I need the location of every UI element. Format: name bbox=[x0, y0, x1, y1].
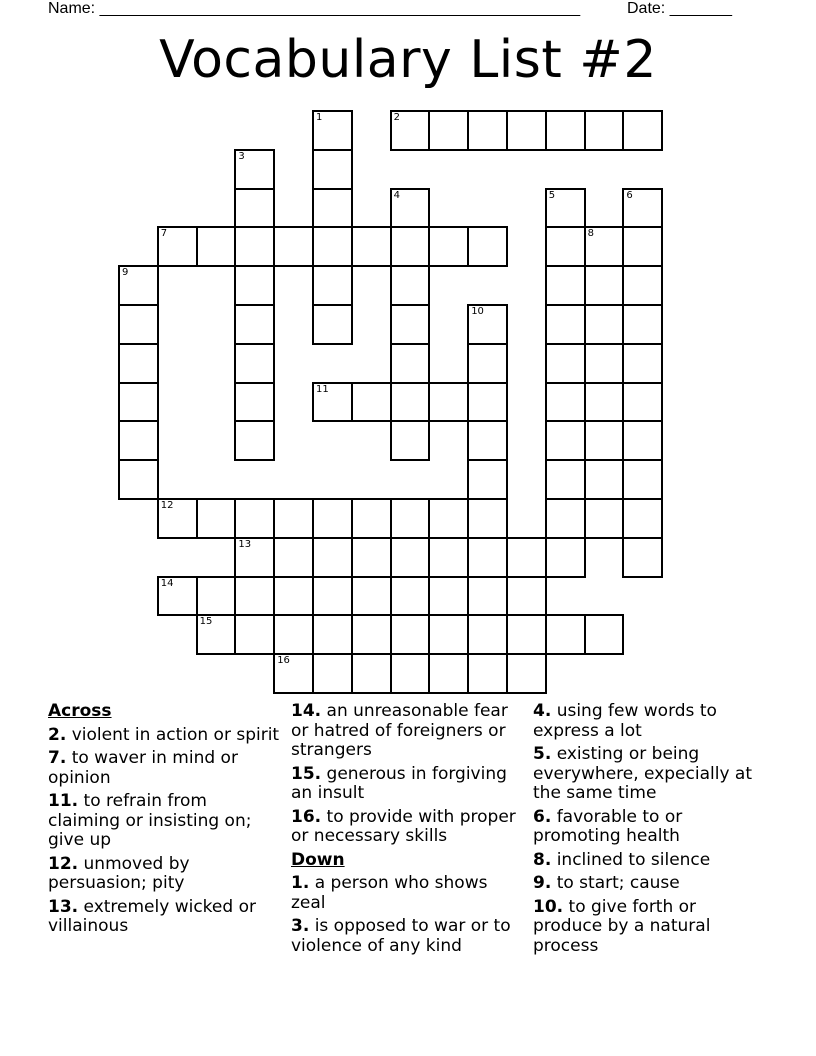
crossword-cell[interactable] bbox=[312, 537, 353, 578]
crossword-cell[interactable] bbox=[506, 110, 547, 151]
crossword-cell[interactable] bbox=[234, 576, 275, 617]
crossword-cell[interactable] bbox=[312, 614, 353, 655]
crossword-cell[interactable] bbox=[118, 459, 159, 500]
clue-item bbox=[533, 745, 765, 804]
clue-text: to provide with proper or necessary skills bbox=[291, 806, 516, 846]
clue-text: violent in action or spirit bbox=[66, 724, 280, 745]
crossword-cell[interactable] bbox=[584, 459, 625, 500]
clue-text: extremely wicked or villainous bbox=[48, 896, 256, 936]
crossword-cell[interactable] bbox=[622, 265, 663, 306]
clue-text: inclined to silence bbox=[551, 849, 711, 870]
crossword-cell[interactable] bbox=[506, 653, 547, 694]
crossword-cell[interactable] bbox=[545, 459, 586, 500]
crossword-cell[interactable] bbox=[545, 498, 586, 539]
crossword-cell[interactable] bbox=[467, 304, 508, 345]
crossword-cell[interactable] bbox=[351, 614, 392, 655]
crossword-cell[interactable] bbox=[584, 226, 625, 267]
crossword-cell[interactable] bbox=[234, 420, 275, 461]
crossword-cell[interactable] bbox=[428, 226, 469, 267]
crossword-cell[interactable] bbox=[157, 576, 198, 617]
crossword-cell[interactable] bbox=[622, 188, 663, 229]
clue-text: is opposed to war or to violence of any kind bbox=[291, 916, 511, 956]
crossword-cell[interactable] bbox=[351, 653, 392, 694]
crossword-cell[interactable] bbox=[273, 576, 314, 617]
clue-number: 4. bbox=[533, 701, 552, 721]
crossword-cell[interactable] bbox=[234, 498, 275, 539]
clue-text: using few words to express a lot bbox=[533, 701, 717, 741]
crossword-cell[interactable] bbox=[234, 226, 275, 267]
date-field[interactable]: Date: _______ bbox=[627, 0, 732, 17]
crossword-cell[interactable] bbox=[622, 226, 663, 267]
crossword-cell[interactable] bbox=[467, 226, 508, 267]
clue-item bbox=[533, 702, 765, 741]
cell-number: 9 bbox=[122, 267, 129, 279]
cell-number: 10 bbox=[471, 306, 484, 317]
crossword-cell[interactable] bbox=[545, 110, 586, 151]
crossword-cell[interactable] bbox=[467, 614, 508, 655]
crossword-cell[interactable] bbox=[545, 614, 586, 655]
crossword-cell[interactable] bbox=[273, 226, 314, 267]
clue-text: to give forth or produce by a natural process bbox=[533, 896, 711, 956]
crossword-cell[interactable] bbox=[312, 576, 353, 617]
crossword-cell[interactable] bbox=[584, 382, 625, 423]
crossword-cell[interactable] bbox=[312, 265, 353, 306]
cell-number: 11 bbox=[316, 383, 329, 395]
across-heading: Across bbox=[48, 701, 112, 721]
clue-number: 3. bbox=[291, 916, 310, 936]
crossword-cell[interactable] bbox=[312, 188, 353, 229]
clue-number: 7. bbox=[48, 748, 67, 768]
clue-number: 15. bbox=[291, 763, 322, 784]
clue-number: 1. bbox=[291, 873, 310, 893]
crossword-cell[interactable] bbox=[467, 382, 508, 423]
crossword-cell[interactable] bbox=[545, 343, 586, 384]
cell-number: 14 bbox=[160, 577, 174, 589]
clue-item bbox=[291, 765, 523, 804]
crossword-cell[interactable] bbox=[584, 614, 625, 655]
clue-text: favorable to or promoting health bbox=[533, 806, 683, 846]
crossword-cell[interactable] bbox=[351, 537, 392, 578]
crossword-cell[interactable] bbox=[506, 614, 547, 655]
clue-number: 2. bbox=[48, 724, 67, 745]
clue-item bbox=[48, 855, 280, 894]
cell-number: 7 bbox=[160, 228, 168, 240]
crossword-cell[interactable] bbox=[312, 149, 353, 190]
crossword-cell[interactable] bbox=[390, 614, 431, 655]
crossword-cell[interactable] bbox=[467, 420, 508, 461]
crossword-cell[interactable] bbox=[584, 110, 625, 151]
crossword-cell[interactable] bbox=[234, 265, 275, 306]
crossword-cell[interactable] bbox=[312, 653, 353, 694]
clue-item bbox=[533, 874, 765, 894]
crossword-cell[interactable] bbox=[545, 188, 586, 229]
clue-text: to refrain from claiming or insisting on; give up bbox=[48, 791, 252, 850]
crossword-cell[interactable] bbox=[506, 537, 547, 578]
crossword-cell[interactable] bbox=[390, 343, 431, 384]
cell-number: 4 bbox=[393, 189, 400, 201]
crossword-cell[interactable] bbox=[584, 498, 625, 539]
clue-text: to waver in mind or opinion bbox=[48, 748, 238, 788]
crossword-cell[interactable] bbox=[545, 537, 586, 578]
crossword-cell[interactable] bbox=[622, 459, 663, 500]
cell-number: 1 bbox=[316, 112, 323, 123]
crossword-cell[interactable] bbox=[118, 304, 159, 345]
crossword-cell[interactable] bbox=[390, 537, 431, 578]
crossword-cell[interactable] bbox=[390, 576, 431, 617]
crossword-cell[interactable] bbox=[584, 343, 625, 384]
crossword-cell[interactable] bbox=[196, 576, 237, 617]
clue-column-2 bbox=[291, 702, 523, 960]
clue-item bbox=[291, 874, 523, 913]
crossword-cell[interactable] bbox=[467, 110, 508, 151]
crossword-cell[interactable] bbox=[584, 265, 625, 306]
crossword-cell[interactable] bbox=[273, 653, 314, 694]
crossword-cell[interactable] bbox=[351, 382, 392, 423]
crossword-cell[interactable] bbox=[428, 614, 469, 655]
clue-item bbox=[48, 726, 280, 746]
crossword-cell[interactable] bbox=[428, 498, 469, 539]
down-heading: Down bbox=[291, 849, 345, 870]
crossword-cell[interactable] bbox=[351, 226, 392, 267]
crossword-cell[interactable] bbox=[584, 304, 625, 345]
crossword-cell[interactable] bbox=[390, 265, 431, 306]
crossword-cell[interactable] bbox=[428, 537, 469, 578]
crossword-cell[interactable] bbox=[157, 226, 198, 267]
crossword-cell[interactable] bbox=[273, 614, 314, 655]
crossword-cell[interactable] bbox=[390, 188, 431, 229]
crossword-cell[interactable] bbox=[390, 226, 431, 267]
crossword-cell[interactable] bbox=[428, 576, 469, 617]
clue-number: 10. bbox=[533, 896, 564, 917]
clue-item bbox=[48, 749, 280, 788]
clue-number: 13. bbox=[48, 896, 79, 917]
crossword-cell[interactable] bbox=[312, 226, 353, 267]
crossword-cell[interactable] bbox=[312, 110, 353, 151]
clue-number: 16. bbox=[291, 806, 322, 827]
crossword-cell[interactable] bbox=[312, 382, 353, 423]
crossword-cell[interactable] bbox=[118, 343, 159, 384]
crossword-cell[interactable] bbox=[118, 265, 159, 306]
cell-number: 13 bbox=[238, 538, 252, 550]
crossword-cell[interactable] bbox=[234, 304, 275, 345]
crossword-cell[interactable] bbox=[506, 576, 547, 617]
crossword-cell[interactable] bbox=[622, 537, 663, 578]
clue-item bbox=[533, 898, 765, 957]
clue-text: a person who shows zeal bbox=[291, 873, 488, 913]
crossword-cell[interactable] bbox=[428, 110, 469, 151]
crossword-cell[interactable] bbox=[622, 498, 663, 539]
clue-text: unmoved by persuasion; pity bbox=[48, 853, 190, 893]
crossword-cell[interactable] bbox=[390, 304, 431, 345]
crossword-cell[interactable] bbox=[467, 576, 508, 617]
cell-number: 3 bbox=[238, 150, 245, 162]
clue-text: generous in forgiving an insult bbox=[291, 763, 507, 803]
crossword-cell[interactable] bbox=[622, 343, 663, 384]
crossword-cell[interactable] bbox=[622, 110, 663, 151]
clue-item bbox=[533, 808, 765, 847]
clue-item bbox=[291, 702, 523, 761]
crossword-cell[interactable] bbox=[622, 420, 663, 461]
crossword-cell[interactable] bbox=[545, 382, 586, 423]
crossword-cell[interactable] bbox=[622, 382, 663, 423]
clue-text: existing or being everywhere, expecially at the same time bbox=[533, 744, 752, 803]
crossword-cell[interactable] bbox=[351, 498, 392, 539]
crossword-cell[interactable] bbox=[467, 653, 508, 694]
crossword-cell[interactable] bbox=[390, 110, 431, 151]
crossword-cell[interactable] bbox=[234, 614, 275, 655]
clue-number: 5. bbox=[533, 744, 552, 764]
crossword-cell[interactable] bbox=[545, 420, 586, 461]
crossword-cell[interactable] bbox=[234, 343, 275, 384]
clue-text: to start; cause bbox=[551, 873, 680, 893]
worksheet-header bbox=[0, 0, 816, 22]
crossword-cell[interactable] bbox=[157, 498, 198, 539]
crossword-cell[interactable] bbox=[273, 537, 314, 578]
crossword-cell[interactable] bbox=[467, 498, 508, 539]
crossword-cell[interactable] bbox=[234, 149, 275, 190]
crossword-cell[interactable] bbox=[428, 653, 469, 694]
crossword-cell[interactable] bbox=[312, 498, 353, 539]
crossword-cell[interactable] bbox=[234, 537, 275, 578]
cell-number: 8 bbox=[587, 228, 594, 240]
cell-number: 5 bbox=[548, 189, 556, 201]
page-title: Vocabulary List #2 bbox=[159, 30, 657, 90]
crossword-cell[interactable] bbox=[584, 420, 625, 461]
crossword-cell[interactable] bbox=[234, 382, 275, 423]
crossword-cell[interactable] bbox=[118, 382, 159, 423]
clue-text: an unreasonable fear or hatred of foreigners or strangers bbox=[291, 701, 508, 760]
clue-number: 6. bbox=[533, 806, 552, 827]
crossword-cell[interactable] bbox=[273, 498, 314, 539]
crossword-cell[interactable] bbox=[390, 382, 431, 423]
crossword-cell[interactable] bbox=[196, 498, 237, 539]
clue-number: 14. bbox=[291, 701, 322, 721]
cell-number: 6 bbox=[626, 189, 633, 201]
crossword-cell[interactable] bbox=[312, 304, 353, 345]
cell-number: 15 bbox=[199, 616, 213, 628]
crossword-cell[interactable] bbox=[196, 226, 237, 267]
cell-number: 2 bbox=[393, 112, 400, 123]
clue-item bbox=[48, 898, 280, 937]
clue-item bbox=[291, 808, 523, 847]
crossword-cell[interactable] bbox=[118, 420, 159, 461]
name-field[interactable]: Name: ______________________________________________________ bbox=[48, 0, 581, 17]
cell-number: 16 bbox=[277, 655, 290, 667]
crossword-cell[interactable] bbox=[622, 304, 663, 345]
crossword-cell[interactable] bbox=[390, 420, 431, 461]
clue-number: 8. bbox=[533, 849, 552, 870]
clue-column-3 bbox=[533, 702, 765, 960]
clue-column-1 bbox=[48, 702, 280, 941]
crossword-cell[interactable] bbox=[467, 343, 508, 384]
crossword-cell[interactable] bbox=[351, 576, 392, 617]
crossword-cell[interactable] bbox=[545, 226, 586, 267]
clue-number: 12. bbox=[48, 853, 79, 874]
crossword-cell[interactable] bbox=[467, 459, 508, 500]
crossword-cell[interactable] bbox=[390, 498, 431, 539]
crossword-cell[interactable] bbox=[234, 188, 275, 229]
crossword-cell[interactable] bbox=[196, 614, 237, 655]
clue-item bbox=[291, 917, 523, 956]
crossword-cell[interactable] bbox=[428, 382, 469, 423]
cell-number: 12 bbox=[160, 500, 174, 511]
clue-item bbox=[48, 792, 280, 851]
crossword-cell[interactable] bbox=[390, 653, 431, 694]
crossword-cell[interactable] bbox=[545, 304, 586, 345]
clue-number: 9. bbox=[533, 873, 552, 893]
crossword-cell[interactable] bbox=[467, 537, 508, 578]
crossword-cell[interactable] bbox=[545, 265, 586, 306]
clue-number: 11. bbox=[48, 791, 79, 811]
clue-item bbox=[533, 851, 765, 871]
